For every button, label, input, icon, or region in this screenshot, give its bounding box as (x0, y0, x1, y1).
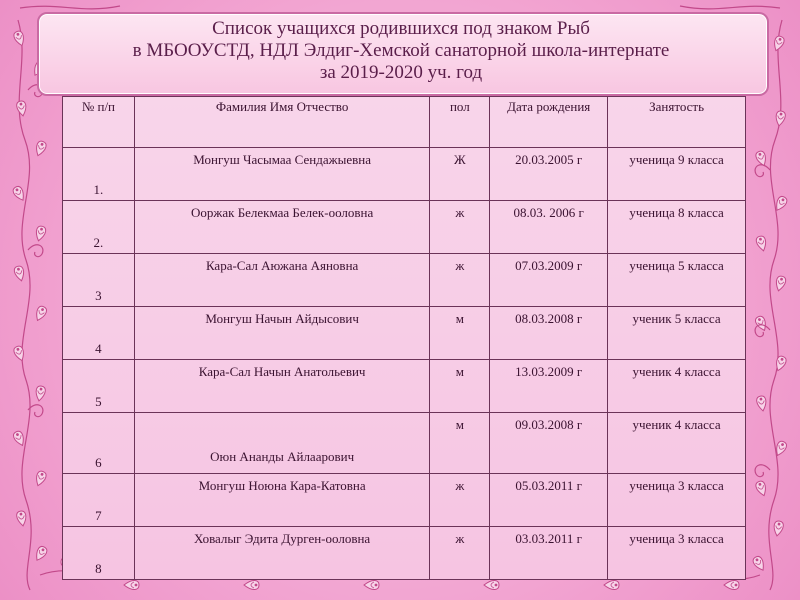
row-name: Монгуш Часымаа Сендажыевна (134, 148, 430, 201)
row-sex: ж (430, 254, 490, 307)
row-num: 3 (63, 254, 135, 307)
row-birth: 09.03.2008 г (490, 413, 608, 474)
row-num: 1. (63, 148, 135, 201)
row-num: 2. (63, 201, 135, 254)
table-row (63, 474, 746, 527)
row-birth: 07.03.2009 г (490, 254, 608, 307)
row-sex: ж (430, 527, 490, 580)
row-name: Ооржак Белекмаа Белек-ооловна (134, 201, 430, 254)
header-sex: пол (430, 97, 490, 148)
row-birth: 03.03.2011 г (490, 527, 608, 580)
row-num: 7 (63, 474, 135, 527)
row-sex: ж (430, 201, 490, 254)
title-line-2: в МБООУСТД, НДЛ Элдиг-Хемской санаторной школа-интернате (132, 40, 670, 61)
row-name: Кара-Сал Аюжана Аяновна (134, 254, 430, 307)
row-occupation: ученица 3 класса (608, 527, 746, 580)
row-num: 4 (63, 307, 135, 360)
header-occupation: Занятость (608, 97, 746, 148)
table-header-row (63, 97, 746, 148)
row-occupation: ученица 9 класса (608, 148, 746, 201)
row-name: Оюн Ананды Айлаарович (134, 413, 430, 474)
row-birth: 05.03.2011 г (490, 474, 608, 527)
header-birth: Дата рождения (490, 97, 608, 148)
row-occupation: ученик 4 класса (608, 413, 746, 474)
table-row (63, 527, 746, 580)
row-name: Монгуш Начын Айдысович (134, 307, 430, 360)
row-occupation: ученица 5 класса (608, 254, 746, 307)
header-name: Фамилия Имя Отчество (134, 97, 430, 148)
table-row (63, 307, 746, 360)
row-occupation: ученик 5 класса (608, 307, 746, 360)
students-table (62, 96, 746, 580)
row-num: 6 (63, 413, 135, 474)
row-birth: 08.03. 2006 г (490, 201, 608, 254)
table-row (63, 254, 746, 307)
row-sex: м (430, 413, 490, 474)
row-sex: ж (430, 474, 490, 527)
table-row (63, 413, 746, 474)
table-row (63, 148, 746, 201)
title-line-3: за 2019-2020 уч. год (319, 62, 483, 83)
row-birth: 20.03.2005 г (490, 148, 608, 201)
row-num: 5 (63, 360, 135, 413)
page-title (37, 18, 765, 84)
table-row (63, 360, 746, 413)
row-occupation: ученик 4 класса (608, 360, 746, 413)
header-num: № п/п (63, 97, 135, 148)
row-sex: м (430, 307, 490, 360)
row-occupation: ученица 3 класса (608, 474, 746, 527)
row-sex: Ж (430, 148, 490, 201)
row-name: Монгуш Ноюна Кара-Катовна (134, 474, 430, 527)
row-num: 8 (63, 527, 135, 580)
row-sex: м (430, 360, 490, 413)
row-birth: 13.03.2009 г (490, 360, 608, 413)
row-name: Кара-Сал Начын Анатольевич (134, 360, 430, 413)
row-name: Ховалыг Эдита Дурген-ооловна (134, 527, 430, 580)
title-line-1: Список учащихся родившихся под знаком Рыб (212, 18, 590, 39)
row-birth: 08.03.2008 г (490, 307, 608, 360)
table-row (63, 201, 746, 254)
row-occupation: ученица 8 класса (608, 201, 746, 254)
